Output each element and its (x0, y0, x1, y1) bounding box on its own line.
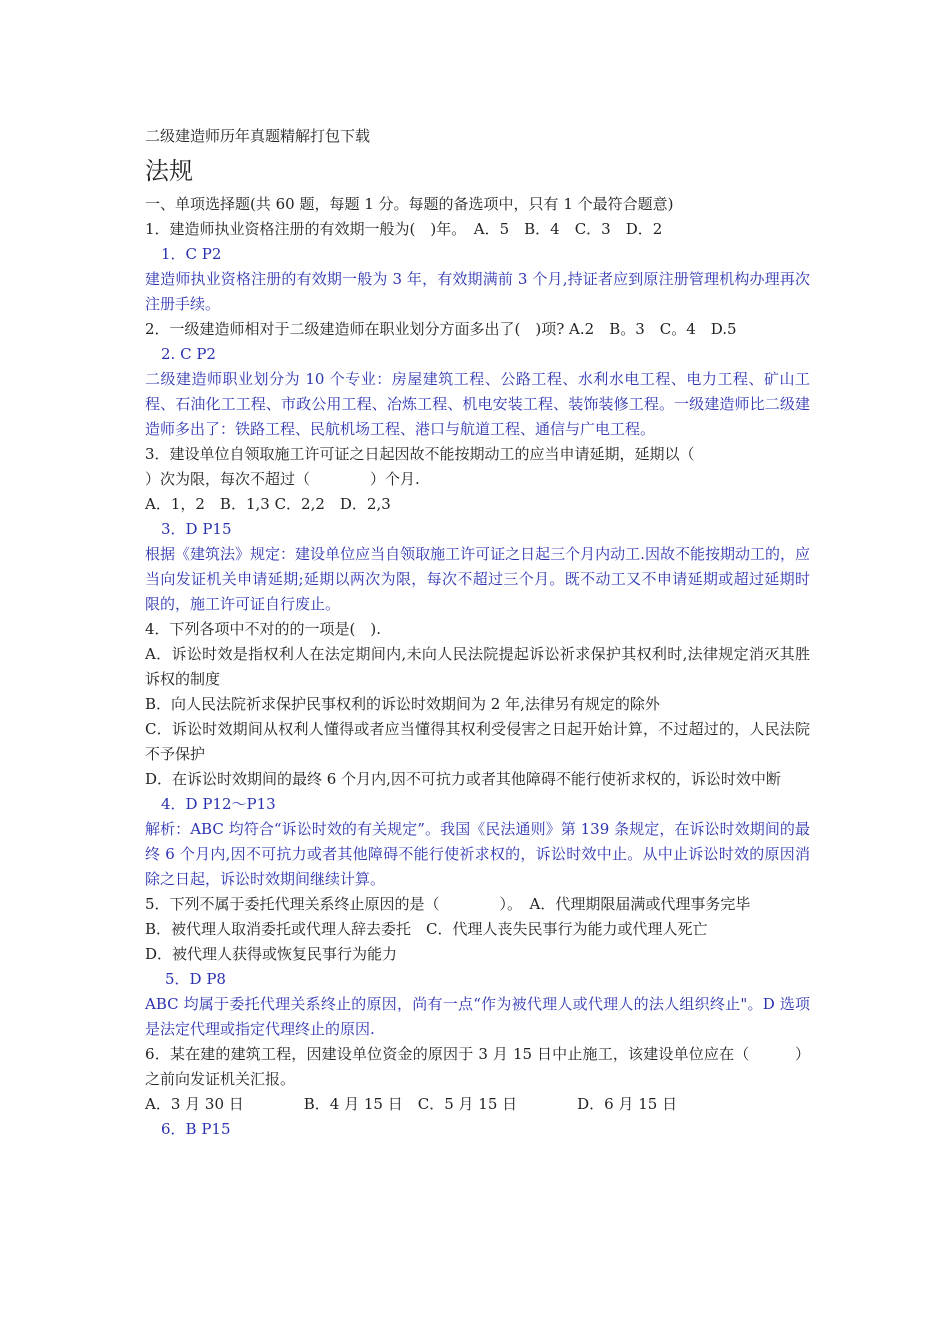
question-3-options: A．1，2 B．1,3 C．2,2 D．2,3 (145, 495, 391, 513)
question-4-option-d: D．在诉讼时效期间的最终 6 个月内,因不可抗力或者其他障碍不能行使祈求权的，诉讼时效中断 (145, 770, 781, 788)
document-content (145, 124, 810, 1142)
question-3-stem-line-1: 3．建设单位自领取施工许可证之日起因故不能按期动工的应当申请延期，延期以（ (145, 445, 695, 463)
question-4-stem: 4．下列各项中不对的的一项是( ). (145, 620, 382, 638)
document-title: 二级建造师历年真题精解打包下载 (145, 127, 371, 145)
question-6-options: A．3 月 30 日 B．4 月 15 日 C．5 月 15 日 D．6 月 15 日 (145, 1095, 678, 1113)
question-3-stem-line-2: ）次为限，每次不超过（ ）个月. (145, 470, 420, 488)
question-4-explanation: 解析：ABC 均符合“诉讼时效的有关规定”。我国《民法通则》第 139 条规定，在诉讼时效期间的最终 6 个月内,因不可抗力或者其他障碍不能行使祈求权的，诉讼时效中止。从中止诉讼时效的原因消除之日起，诉讼时效期间继续计算。 (145, 820, 810, 888)
question-5-explanation: ABC 均属于委托代理关系终止的原因，尚有一点“作为被代理人或代理人的法人组织终止"。D 选项是法定代理或指定代理终止的原因. (145, 995, 810, 1038)
question-2-stem: 2．一级建造师相对于二级建造师在职业划分方面多出了( )项? A.2 B。3 C。4 D.5 (145, 320, 737, 338)
question-1-explanation: 建造师执业资格注册的有效期一般为 3 年，有效期满前 3 个月,持证者应到原注册管理机构办理再次注册手续。 (145, 270, 810, 313)
question-4-option-b: B．向人民法院祈求保护民事权利的诉讼时效期间为 2 年,法律另有规定的除外 (145, 695, 660, 713)
question-5-option-d: D．被代理人获得或恢复民事行为能力 (145, 945, 398, 963)
question-2-explanation: 二级建造师职业划分为 10 个专业：房屋建筑工程、公路工程、水利水电工程、电力工程、矿山工程、石油化工工程、市政公用工程、冶炼工程、机电安装工程、装饰装修工程。一级建造师比二级建造师多出了：铁路工程、民航机场工程、港口与航道工程、通信与广电工程。 (145, 370, 810, 438)
question-1-stem: 1．建造师执业资格注册的有效期一般为( )年。 A．5 B．4 C．3 D．2 (145, 220, 663, 238)
question-4-option-a: A．诉讼时效是指权利人在法定期间内,未向人民法院提起诉讼祈求保护其权利时,法律规定消灭其胜诉权的制度 (145, 645, 810, 688)
question-5-stem: 5．下列不属于委托代理关系终止原因的是（ ）。 A．代理期限届满或代理事务完毕 (145, 895, 751, 913)
question-3-explanation: 根据《建筑法》规定：建设单位应当自领取施工许可证之日起三个月内动工.因故不能按期动工的，应当向发证机关申请延期;延期以两次为限，每次不超过三个月。既不动工又不申请延期或超过延期时限的，施工许可证自行废止。 (145, 545, 810, 613)
section-intro: 一、单项选择题(共 60 题，每题 1 分。每题的备选项中，只有 1 个最符合题意) (145, 195, 674, 213)
question-2-answer: 2. C P2 (161, 345, 216, 363)
question-5-options-bc: B．被代理人取消委托或代理人辞去委托 C．代理人丧失民事行为能力或代理人死亡 (145, 920, 708, 938)
question-4-answer: 4．D P12～P13 (161, 795, 276, 813)
section-heading: 法规 (145, 157, 193, 185)
question-5-answer: 5．D P8 (165, 970, 226, 988)
question-6-stem: 6．某在建的建筑工程，因建设单位资金的原因于 3 月 15 日中止施工，该建设单位应在（ ）之前向发证机关汇报。 (145, 1045, 810, 1088)
question-4-option-c: C．诉讼时效期间从权利人懂得或者应当懂得其权利受侵害之日起开始计算，不过超过的，人民法院不予保护 (145, 720, 810, 763)
question-3-answer: 3．D P15 (161, 520, 232, 538)
question-6-answer: 6．B P15 (161, 1120, 231, 1138)
question-1-answer: 1．C P2 (161, 245, 222, 263)
